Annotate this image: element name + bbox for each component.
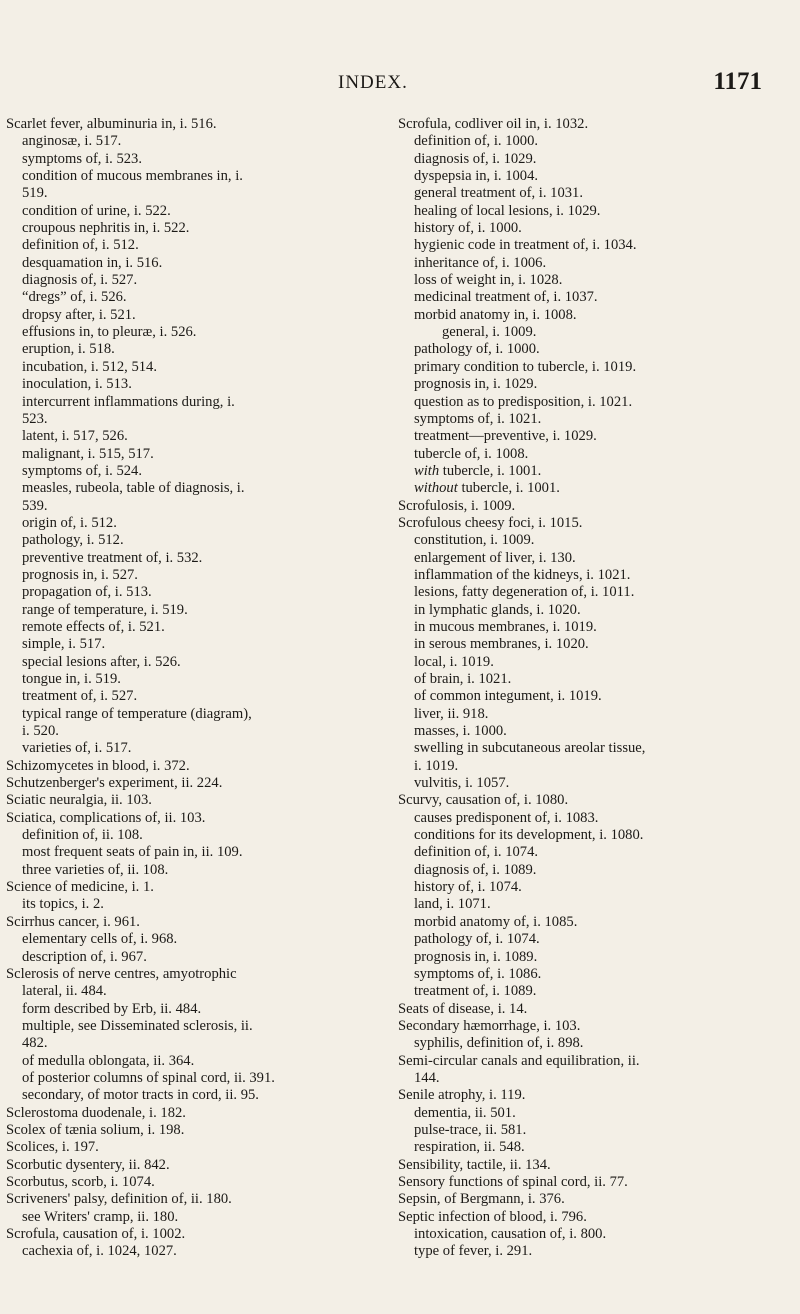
- index-subentry: incubation, i. 512, 514.: [22, 358, 157, 375]
- index-entry: Scorbutic dysentery, ii. 842.: [6, 1156, 170, 1173]
- index-subentry: pathology of, i. 1074.: [414, 931, 540, 948]
- index-subentry: croupous nephritis in, i. 522.: [22, 220, 190, 237]
- index-subentry: masses, i. 1000.: [414, 723, 507, 740]
- index-entry: Septic infection of blood, i. 796.: [398, 1208, 587, 1225]
- index-subentry: in lymphatic glands, i. 1020.: [414, 601, 581, 618]
- index-subentry: dropsy after, i. 521.: [22, 306, 136, 323]
- index-entry: Schutzenberger's experiment, ii. 224.: [6, 775, 223, 792]
- index-entry: Sensory functions of spinal cord, ii. 77.: [398, 1173, 628, 1190]
- index-entry: Scrofulosis, i. 1009.: [398, 497, 516, 514]
- index-subentry: inflammation of the kidneys, i. 1021.: [414, 566, 631, 583]
- index-column-right: [398, 116, 790, 1261]
- index-subentry: diagnosis of, i. 527.: [22, 272, 138, 289]
- index-subentry: tongue in, i. 519.: [22, 671, 121, 687]
- index-subentry: latent, i. 517, 526.: [22, 428, 128, 445]
- index-subentry: cachexia of, i. 1024, 1027.: [22, 1243, 177, 1260]
- index-subentry: liver, ii. 918.: [414, 705, 489, 722]
- index-subentry: remote effects of, i. 521.: [22, 618, 165, 635]
- index-subentry: syphilis, definition of, i. 898.: [414, 1035, 584, 1052]
- index-subentry: diagnosis of, i. 1029.: [414, 150, 537, 167]
- index-subentry: medicinal treatment of, i. 1037.: [414, 289, 598, 306]
- index-subentry: type of fever, i. 291.: [414, 1243, 533, 1260]
- index-subentry: morbid anatomy in, i. 1008.: [414, 306, 577, 323]
- index-subentry: measles, rubeola, table of diagnosis, i.: [22, 480, 245, 497]
- index-entry: Sciatic neuralgia, ii. 103.: [6, 792, 152, 809]
- index-subentry: causes predisponent of, i. 1083.: [414, 809, 599, 826]
- index-subentry: condition of mucous membranes in, i.: [22, 168, 243, 185]
- index-subentry: anginosæ, i. 517.: [22, 133, 122, 150]
- index-entry: Scurvy, causation of, i. 1080.: [398, 792, 569, 809]
- index-entry: Scirrhus cancer, i. 961.: [6, 913, 140, 930]
- index-subentry: propagation of, i. 513.: [22, 584, 152, 601]
- index-subentry: prognosis in, i. 527.: [22, 566, 138, 583]
- index-subentry: in serous membranes, i. 1020.: [414, 636, 589, 653]
- index-subentry: typical range of temperature (diagram),: [22, 705, 252, 722]
- index-subentry: multiple, see Disseminated sclerosis, ii.: [22, 1017, 253, 1034]
- index-subentry: condition of urine, i. 522.: [22, 202, 171, 219]
- index-subentry: definition of, i. 512.: [22, 237, 139, 254]
- index-subentry: in mucous membranes, i. 1019.: [414, 618, 597, 635]
- index-subentry: pathology, i. 512.: [22, 532, 124, 549]
- index-subentry: inoculation, i. 513.: [22, 376, 132, 393]
- index-subentry: prognosis in, i. 1029.: [414, 376, 538, 393]
- index-entry: Semi-circular canals and equilibration, ii.: [398, 1052, 640, 1069]
- index-subentry: general treatment of, i. 1031.: [414, 185, 583, 202]
- index-entry: Scarlet fever, albuminuria in, i. 516.: [6, 116, 217, 132]
- index-subentry: treatment of, i. 1089.: [414, 983, 537, 1000]
- index-entry: Secondary hæmorrhage, i. 103.: [398, 1017, 581, 1034]
- index-entry: Scorbutus, scorb, i. 1074.: [6, 1173, 155, 1190]
- index-subentry: vulvitis, i. 1057.: [414, 775, 510, 792]
- index-subentry: definition of, ii. 108.: [22, 827, 143, 844]
- index-subentry: of posterior columns of spinal cord, ii. 391.: [22, 1069, 275, 1086]
- index-subentry: healing of local lesions, i. 1029.: [414, 202, 601, 219]
- index-subentry: question as to predisposition, i. 1021.: [414, 393, 633, 410]
- index-subentry: of medulla oblongata, ii. 364.: [22, 1052, 195, 1069]
- index-subentry: conditions for its development, i. 1080.: [414, 827, 644, 844]
- index-subentry: constitution, i. 1009.: [414, 532, 535, 549]
- index-subentry: varieties of, i. 517.: [22, 740, 132, 757]
- index-subentry: eruption, i. 518.: [22, 341, 115, 358]
- index-subentry: inheritance of, i. 1006.: [414, 254, 547, 271]
- index-subentry: effusions in, to pleuræ, i. 526.: [22, 324, 197, 341]
- index-subentry: 144.: [414, 1069, 440, 1086]
- index-subentry: 523.: [22, 410, 48, 427]
- index-subentry: most frequent seats of pain in, ii. 109.: [22, 844, 243, 861]
- index-subentry: diagnosis of, i. 1089.: [414, 861, 537, 878]
- index-subentry: local, i. 1019.: [414, 653, 494, 670]
- index-subentry: form described by Erb, ii. 484.: [22, 1000, 202, 1017]
- index-subentry: dementia, ii. 501.: [414, 1104, 516, 1121]
- index-subentry: simple, i. 517.: [22, 636, 106, 653]
- index-subentry: symptoms of, i. 524.: [22, 462, 142, 479]
- index-subentry: lesions, fatty degeneration of, i. 1011.: [414, 584, 635, 601]
- index-subentry: loss of weight in, i. 1028.: [414, 272, 563, 289]
- page-number: 1171: [713, 68, 762, 95]
- index-subentry: definition of, i. 1074.: [414, 844, 539, 861]
- index-entry: Scrofulous cheesy foci, i. 1015.: [398, 514, 583, 531]
- index-subentry: secondary, of motor tracts in cord, ii. 95.: [22, 1087, 259, 1104]
- index-subentry: swelling in subcutaneous areolar tissue,: [414, 740, 646, 757]
- index-subentry: respiration, ii. 548.: [414, 1139, 525, 1156]
- index-entry: Science of medicine, i. 1.: [6, 879, 154, 896]
- index-subentry: dyspepsia in, i. 1004.: [414, 168, 539, 185]
- index-subentry: desquamation in, i. 516.: [22, 254, 163, 271]
- index-entry: Senile atrophy, i. 119.: [398, 1087, 526, 1104]
- index-subentry: intoxication, causation of, i. 800.: [414, 1226, 607, 1242]
- index-subentry: of common integument, i. 1019.: [414, 688, 602, 705]
- index-entry: Sclerostoma duodenale, i. 182.: [6, 1104, 186, 1121]
- index-subentry: pulse-trace, ii. 581.: [414, 1121, 527, 1138]
- index-subentry: with tubercle, i. 1001.: [414, 462, 542, 479]
- index-entry: Sciatica, complications of, ii. 103.: [6, 809, 206, 826]
- index-subentry: 539.: [22, 497, 48, 514]
- index-entry: Scolices, i. 197.: [6, 1139, 99, 1156]
- index-subentry: treatment—preventive, i. 1029.: [414, 428, 597, 445]
- index-subentry: its topics, i. 2.: [22, 896, 104, 913]
- index-subentry: 519.: [22, 185, 48, 202]
- index-subentry: hygienic code in treatment of, i. 1034.: [414, 237, 637, 254]
- index-subentry: land, i. 1071.: [414, 896, 491, 913]
- index-subentry: intercurrent inflammations during, i.: [22, 393, 235, 410]
- index-subentry: history of, i. 1000.: [414, 220, 522, 237]
- index-entry: Scrofula, codliver oil in, i. 1032.: [398, 116, 589, 132]
- index-subentry: definition of, i. 1000.: [414, 133, 539, 150]
- index-subentry: treatment of, i. 527.: [22, 688, 138, 705]
- index-entry: Scolex of tænia solium, i. 198.: [6, 1121, 185, 1138]
- index-entry: Seats of disease, i. 14.: [398, 1000, 528, 1017]
- index-subentry: tubercle of, i. 1008.: [414, 445, 529, 462]
- index-entry: Sepsin, of Bergmann, i. 376.: [398, 1191, 565, 1208]
- index-subentry: see Writers' cramp, ii. 180.: [22, 1208, 179, 1225]
- index-subentry: pathology of, i. 1000.: [414, 341, 540, 358]
- index-subentry: symptoms of, i. 1021.: [414, 410, 542, 427]
- index-subentry: special lesions after, i. 526.: [22, 653, 181, 670]
- index-subentry: morbid anatomy of, i. 1085.: [414, 913, 578, 930]
- index-subentry: symptoms of, i. 523.: [22, 150, 142, 167]
- index-subentry: range of temperature, i. 519.: [22, 601, 188, 618]
- index-column-left: [6, 116, 392, 1261]
- index-subentry: prognosis in, i. 1089.: [414, 948, 538, 965]
- page-title: INDEX.: [338, 72, 408, 93]
- page-header: [0, 68, 800, 102]
- index-entry: Scriveners' palsy, definition of, ii. 180.: [6, 1191, 232, 1208]
- index-subentry: three varieties of, ii. 108.: [22, 861, 169, 878]
- index-entry: Scrofula, causation of, i. 1002.: [6, 1226, 186, 1242]
- index-subentry: without tubercle, i. 1001.: [414, 480, 560, 497]
- index-subentry: primary condition to tubercle, i. 1019.: [414, 358, 637, 375]
- index-subentry: “dregs” of, i. 526.: [22, 289, 127, 306]
- index-subentry: i. 520.: [22, 723, 59, 740]
- index-entry: Sclerosis of nerve centres, amyotrophic: [6, 965, 237, 982]
- index-subentry: enlargement of liver, i. 130.: [414, 549, 576, 566]
- index-subentry: preventive treatment of, i. 532.: [22, 549, 203, 566]
- index-subentry: general, i. 1009.: [442, 324, 537, 341]
- index-entry: Schizomycetes in blood, i. 372.: [6, 757, 190, 774]
- index-subentry: history of, i. 1074.: [414, 879, 522, 896]
- index-subentry: origin of, i. 512.: [22, 514, 117, 531]
- index-subentry: description of, i. 967.: [22, 948, 147, 965]
- index-subentry: i. 1019.: [414, 757, 459, 774]
- index-subentry: of brain, i. 1021.: [414, 671, 512, 687]
- index-subentry: elementary cells of, i. 968.: [22, 931, 178, 948]
- index-subentry: symptoms of, i. 1086.: [414, 965, 542, 982]
- index-subentry: 482.: [22, 1035, 48, 1052]
- index-entry: Sensibility, tactile, ii. 134.: [398, 1156, 551, 1173]
- index-subentry: lateral, ii. 484.: [22, 983, 107, 1000]
- index-subentry: malignant, i. 515, 517.: [22, 445, 154, 462]
